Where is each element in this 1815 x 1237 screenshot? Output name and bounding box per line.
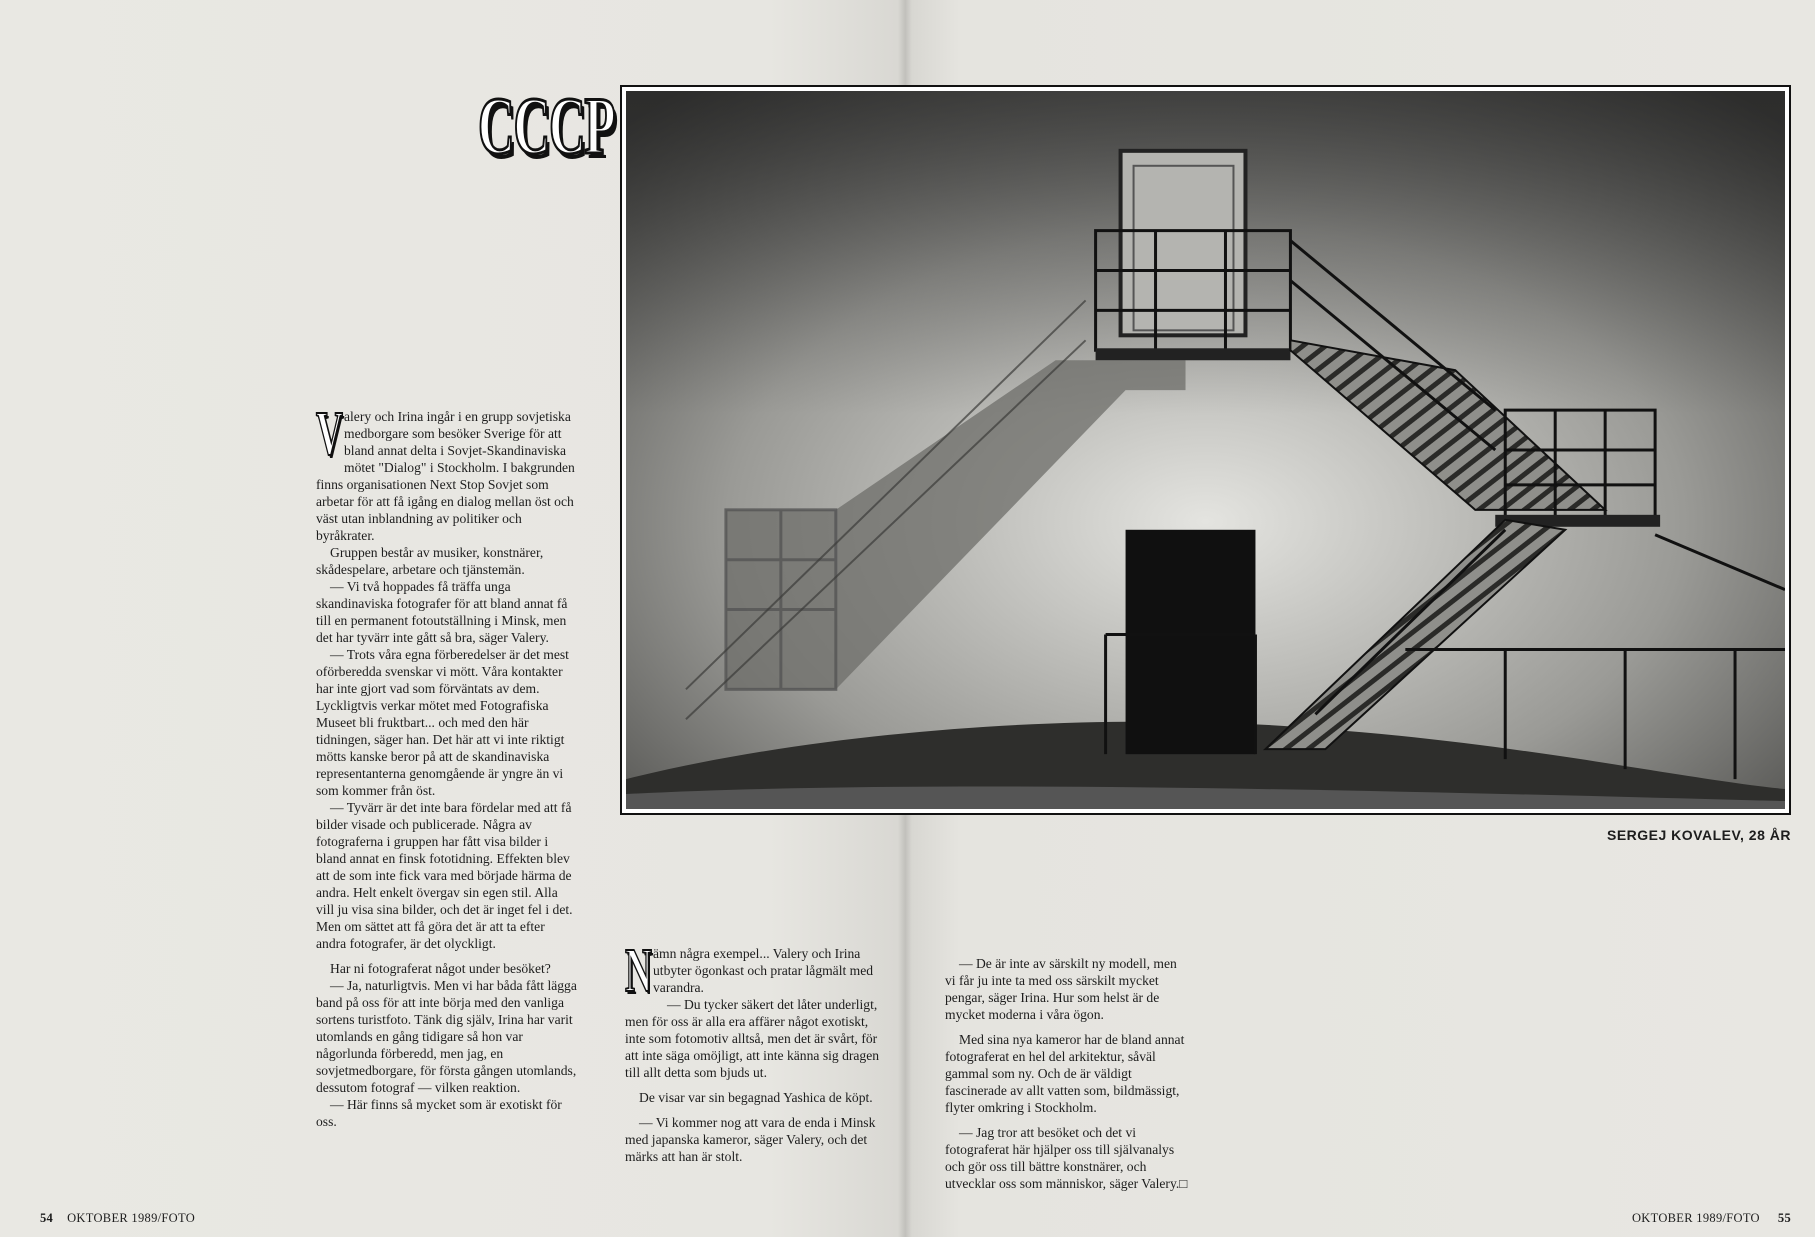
article-column-3 xyxy=(945,955,1190,1192)
question-paragraph: Har ni fotograferat något under besöket? xyxy=(330,961,551,976)
paragraph: — Tyvärr är det inte bara fördelar med att få bilder visade och publicerade. Några av fotograferna i gruppen har fått visa bilder i bland annat en finsk fototidning. Effekten blev att de som inte fick vara med började härma de andra. Helt enkelt övergav sin egen stil. Alla vill ju visa sina bilder, och det är inget fel i det. Men om sättet att få göra det är att ta efter andra fotografer, är det olyckligt. xyxy=(316,800,573,951)
issue-label-left: OKTOBER 1989/FOTO xyxy=(67,1211,196,1225)
dropcap-v: V xyxy=(316,400,343,468)
lead-text: alery och Irina ingår i en grupp sovjetiska medborgare som besöker Sverige för att bland annat delta i Sovjet-Skandinaviska mötet "Dialog" i Stockholm. I bakgrunden finns organisationen Next Stop Sovjet som arbetar för att få igång en dialog mellan öst och väst utan inblandning av politiker och byråkrater. xyxy=(316,409,575,543)
paragraph: — Jag tror att besöket och det vi fotograferat här hjälper oss till självanalys och gör oss till bättre konstnärer, och utvecklar oss som människor, säger Valery.□ xyxy=(945,1125,1188,1191)
staircase-photo-image xyxy=(626,91,1785,809)
paragraph: — De är inte av särskilt ny modell, men vi får ju inte ta med oss särskilt mycket pengar, säger Irina. Hur som helst är de mycket moderna i våra ögon. xyxy=(945,956,1177,1022)
paragraph: — Här finns så mycket som är exotiskt för oss. xyxy=(316,1097,562,1129)
paragraph: — Trots våra egna förberedelser är det mest oförberedda svenskar vi mött. Våra kontakter har inte gjort vad som förväntats av dem. Lyckligtvis verkar mötet med Fotografiska Museet bli fruktbart... och med den här tidningen, säger han. Det här att vi inte riktigt mötts kanske beror på att de skandinaviska representanterna genomgående är yngre än vi som kommer från öst. xyxy=(316,647,569,798)
column-2-lead-paragraph xyxy=(625,937,880,1005)
page-number-left: 54 xyxy=(40,1211,54,1225)
footer-right xyxy=(1632,1211,1791,1226)
issue-label-right: OKTOBER 1989/FOTO xyxy=(1631,1211,1760,1225)
paragraph: — Ja, naturligtvis. Men vi har båda fått lägga band på oss för att inte börja med den vanliga sortens turistfoto. Tänk dig själv, Irina har varit utomlands en gång tidigare så hon var någorlunda förberedd, men jag, en sovjetmedborgare, för första gången utomlands, dessutom fotograf — vilken reaktion. xyxy=(316,978,577,1095)
lead-text: ämn några exempel... Valery och Irina utbyter ögonkast och pratar lågmält med varandra. xyxy=(653,946,874,995)
page-number-right: 55 xyxy=(1777,1211,1791,1225)
staircase-photo xyxy=(620,85,1791,815)
paragraph: — Vi två hoppades få träffa unga skandinaviska fotografer för att bland annat få till en permanent fotoutställning i Minsk, men det har tyvärr inte gått så bra, säger Valery. xyxy=(316,579,568,645)
paragraph: De visar var sin begagnad Yashica de köpt. xyxy=(639,1090,873,1105)
photo-caption: SERGEJ KOVALEV, 28 ÅR xyxy=(1606,827,1791,843)
cccp-logo: CCCP xyxy=(478,80,615,171)
column-1-lead-paragraph xyxy=(316,400,578,544)
paragraph: — Du tycker säkert det låter underligt, men för oss är alla era affärer något exotiskt, inte som fotomotiv alltså, men det är svårt, för att inte säga omöjligt, att inte känna sig dragen till allt detta som bjuds ut. xyxy=(625,997,880,1080)
article-column-1 xyxy=(316,400,578,1130)
paragraph: — Vi kommer nog att vara de enda i Minsk med japanska kameror, säger Valery, och det märks att han är stolt. xyxy=(625,1115,876,1164)
footer-left xyxy=(40,1211,195,1226)
paragraph: Med sina nya kameror har de bland annat fotograferat en hel del arkitektur, såväl gammal som ny. Och de är väldigt fascinerade av allt vatten som, bildmässigt, flyter omkring i Stockholm. xyxy=(945,1032,1185,1115)
paragraph: Gruppen består av musiker, konstnärer, skådespelare, arbetare och tjänstemän. xyxy=(316,545,544,577)
article-column-2 xyxy=(625,937,880,1165)
dropcap-n: N xyxy=(625,937,652,1005)
